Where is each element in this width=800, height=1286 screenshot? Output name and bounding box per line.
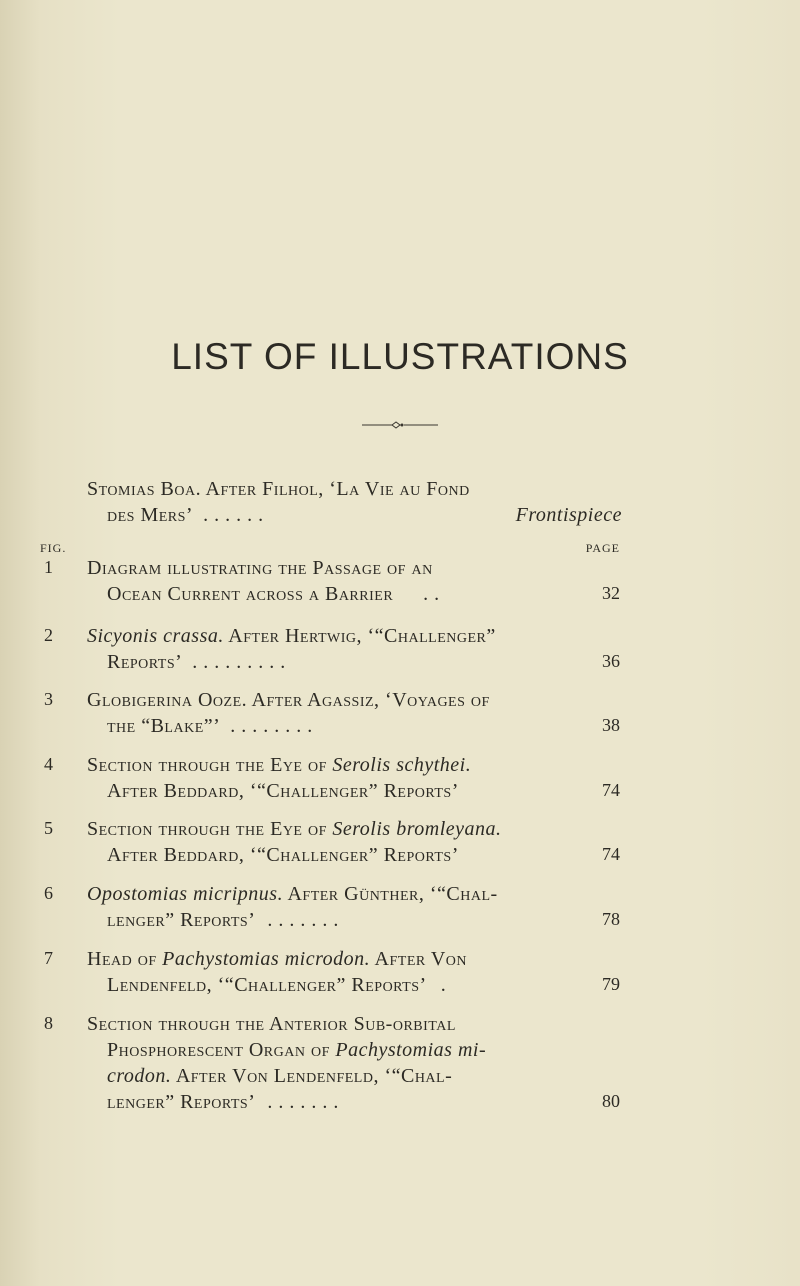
page-number: 78 <box>602 909 620 929</box>
entry-line: Section through the Eye of Serolis bromleyana. <box>87 818 502 840</box>
page-column-header: PAGE <box>585 541 620 555</box>
entry-line: Opostomias micripnus. After Günther, ‘“Chal- <box>87 883 498 905</box>
entry-line: Section through the Eye of Serolis schythei. <box>87 754 472 776</box>
entry-line: Globigerina Ooze. After Agassiz, ‘Voyages of <box>87 689 490 711</box>
page-number: 80 <box>602 1091 620 1111</box>
frontispiece-label: Frontispiece <box>515 504 622 526</box>
entry-line: Phosphorescent Organ of Pachystomias mi- <box>107 1039 487 1061</box>
entry-line: Sicyonis crassa. After Hertwig, ‘“Challenger” <box>87 625 496 647</box>
entry-line: Lendenfeld, ‘“Challenger” Reports’ . <box>107 974 447 996</box>
leader-dots: . . <box>423 583 440 605</box>
fig-number: 8 <box>44 1013 53 1033</box>
fig-number: 4 <box>44 754 53 774</box>
entry-line: lenger” Reports’ . . . . . . . <box>107 909 339 931</box>
entry-line: the “Blake”’ . . . . . . . . <box>107 715 313 737</box>
fig-number: 6 <box>44 883 53 903</box>
entry-line: Diagram illustrating the Passage of an <box>87 557 433 579</box>
page-number: 74 <box>602 780 620 800</box>
fig-number: 2 <box>44 625 53 645</box>
entry-line: Head of Pachystomias microdon. After Von <box>87 948 468 970</box>
entry-line: Section through the Anterior Sub-orbital <box>87 1013 456 1035</box>
page-number: 79 <box>602 974 620 994</box>
fig-number: 3 <box>44 689 53 709</box>
frontispiece-line-1: Stomias Boa. After Filhol, ‘La Vie au Fond <box>87 478 470 500</box>
page-number: 36 <box>602 651 620 671</box>
leader-dots: . <box>440 974 447 996</box>
leader-dots: . . . . . . . . . <box>192 651 286 673</box>
page-number: 74 <box>602 844 620 864</box>
fig-column-header: FIG. <box>40 541 67 555</box>
fig-number: 5 <box>44 818 53 838</box>
entry-line: After Beddard, ‘“Challenger” Reports’ <box>107 780 459 802</box>
leader-dots: . . . . . . <box>203 504 264 526</box>
entry-line: lenger” Reports’ . . . . . . . <box>107 1091 339 1113</box>
leader-dots: . . . . . . . . <box>230 715 313 737</box>
entry-line: crodon. After Von Lendenfeld, ‘“Chal- <box>107 1065 453 1087</box>
page-number: 32 <box>602 583 620 603</box>
frontispiece-line-2 <box>107 502 264 528</box>
page-number: 38 <box>602 715 620 735</box>
ornament-divider <box>360 420 440 430</box>
frontispiece-text: des Mers’ <box>107 504 192 526</box>
fig-number: 7 <box>44 948 53 968</box>
entry-line: Reports’ . . . . . . . . . <box>107 651 286 673</box>
entry-line: Ocean Current across a Barrier . . <box>107 583 440 605</box>
leader-dots: . . . . . . . <box>267 909 339 931</box>
fig-number: 1 <box>44 557 53 577</box>
page-title: LIST OF ILLUSTRATIONS <box>171 336 629 377</box>
entry-line: After Beddard, ‘“Challenger” Reports’ <box>107 844 459 866</box>
leader-dots: . . . . . . . <box>267 1091 339 1113</box>
